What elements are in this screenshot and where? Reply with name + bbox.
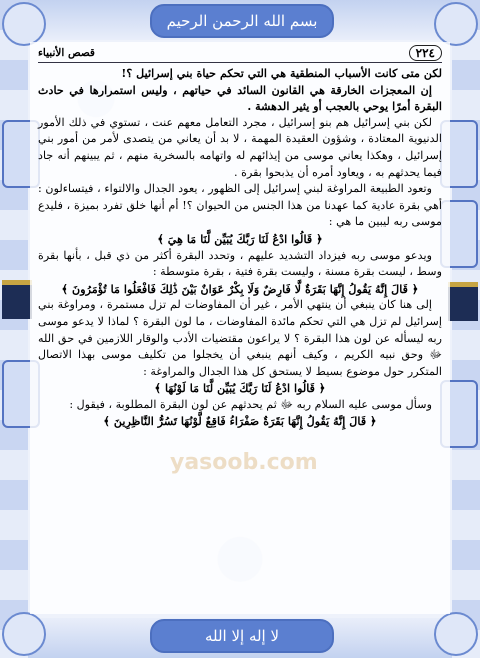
paragraph: إلى هنا كان ينبغي أن ينتهي الأمر ، غير أن المفاوضات لم تزل مستمرة ، ومراوغة بني إسرائيل لم تزل هي التي تحكم مائدة المفاوضات ، ما لون البقرة ؟ لماذا لا يدعو موسى ربه ليسأله عن لون هذا البقرة ؟ لا يراعون مقتضيات الأدب والوقار اللازمين في حق الله ﷻ وحق نبيه الكريم ، وكيف أنهم ينبغي أن يخجلوا من تكليف موسى بهذا الاتصال المتكرر حول موضوع بسيط لا يستحق كل هذا الجدال والمراوغة : [38,298,442,378]
quran-verse: ﴿ قَالَ إِنَّهُ يَقُولُ إِنَّهَا بَقَرَةٌ لَّا فَارِضٌ وَلَا بِكْرٌ عَوَانٌ بَيْنَ ذَٰلِكَ فَافْعَلُوا مَا تُؤْمَرُونَ ﴾ [61,281,419,296]
paragraph: وتعود الطبيعة المراوغة لبني إسرائيل إلى الظهور ، يعود الجدال والالتواء ، فيتساءلون : أهي بقرة عادية كما عهدنا من هذا الجنس من الحيوان ؟! أم أنها خلق تفرد بميزة ، فليدع موسى ربه ليبين ما هي : [38,182,442,229]
paragraph: وسأل موسى عليه السلام ربه ﷻ ثم يحدثهم عن لون البقرة المطلوبة ، فيقول : [69,397,432,411]
paragraph: إن المعجزات الخارقة هي القانون السائد في حياتهم ، وليس استمرارها في حادث البقرة أمرًا يوحي بالعجب أو يثير الدهشة . [38,82,442,114]
quran-verse: ﴿ قَالَ إِنَّهُ يَقُولُ إِنَّهَا بَقَرَةٌ صَفْرَاءُ فَاقِعٌ لَّوْنُهَا تَسُرُّ النَّاظِرِينَ ﴾ [103,414,377,429]
quran-verse: ﴿ قَالُوا ادْعُ لَنَا رَبَّكَ يُبَيِّن لَّنَا مَا لَوْنُهَا ﴾ [154,381,326,396]
top-calligraphy-plaque: بسم الله الرحمن الرحيم [150,4,334,38]
quran-verse: ﴿ قَالُوا ادْعُ لَنَا رَبَّكَ يُبَيِّن لَّنَا مَا هِيَ ﴾ [157,231,323,246]
left-ornament-border [0,0,28,658]
kaaba-icon [448,282,478,321]
page-number: ٢٢٤ [409,45,442,61]
paragraph: لكن متى كانت الأسباب المنطقية هي التي تحكم حياة بني إسرائيل ؟! [121,66,442,80]
paragraph: لكن بني إسرائيل هم بنو إسرائيل ، مجرد التعامل معهم عنت ، تستوي في ذلك الأمور الدنيوية المعتادة ، وشؤون العقيدة المهمة ، لا بد أن يعاني من يتصدى لأمر من أمور بني إسرائيل ، وهكذا يعاني موسى من إيذائهم له واتهامه بالسخرية منهم ، ثم يبينهم أنه جاد فيما يحدثهم به ، ويعاود أمره أن يذبحوا بقرة . [38,115,442,179]
book-title: قصص الأنبياء [38,46,95,59]
corner-medallion-icon [2,612,46,656]
bottom-calligraphy-plaque: لا إله إلا الله [150,619,334,653]
kaaba-icon [2,280,32,319]
page-content [30,42,450,614]
right-ornament-border [452,0,480,658]
corner-medallion-icon [434,612,478,656]
page-header [38,44,442,63]
paragraph: ويدعو موسى ربه فيزداد التشديد عليهم ، وتحدد البقرة أكثر من ذي قبل ، بأنها بقرة وسط ، ليست بقرة مسنة ، وليست بقرة فتية ، بقرة متوسطة : [38,248,442,279]
corner-medallion-icon [434,2,478,46]
corner-medallion-icon [2,2,46,46]
watermark: yasoob.com [170,450,318,475]
